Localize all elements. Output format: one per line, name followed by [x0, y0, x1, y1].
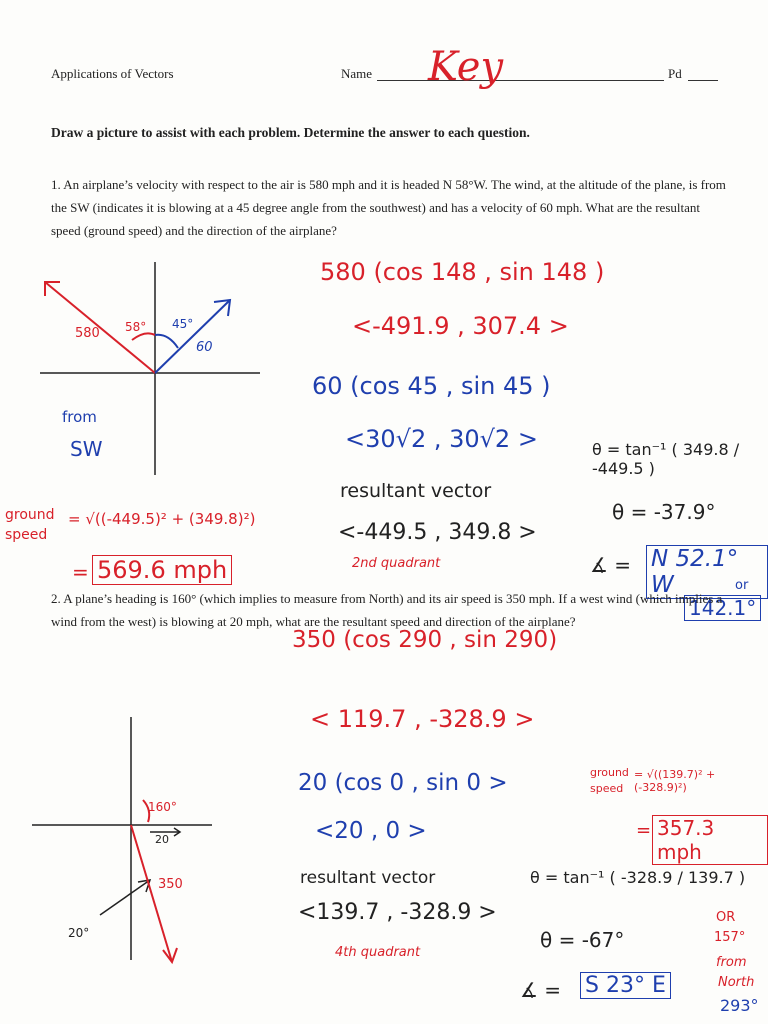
instructions: Draw a picture to assist with each problem. Determine the answer to each question.	[51, 125, 530, 140]
p2-alt-from: from	[716, 955, 747, 970]
p2-ground-eq: =	[636, 820, 652, 841]
p2-alt-value: 157°	[714, 930, 746, 945]
problem-1-text: 1. An airplane’s velocity with respect to the air is 580 mph and it is headed N 58°W. The wind, at the altitude of the plane, is from the SW (indicates it is blowing at a 45 degree angle from the southwest) and has a velocity of 60 mph. What are the resultant speed (ground speed) and the direction of the airplane?	[51, 177, 726, 238]
p1-work-line4: <30√2 , 30√2 >	[345, 425, 538, 453]
p2-work-line1: 350 (cos 290 , sin 290)	[292, 627, 558, 653]
p1-ground-formula: = √((-449.5)² + (349.8)²)	[68, 510, 256, 528]
p2-work-line3: 20 (cos 0 , sin 0 >	[298, 770, 508, 796]
p1-direction-answer: N 52.1° W	[646, 545, 768, 599]
p2-angle-160-label: 160°	[148, 800, 177, 814]
p1-work-line3: 60 (cos 45 , sin 45 )	[312, 372, 551, 400]
p2-resultant-vector: <139.7 , -328.9 >	[298, 900, 497, 925]
p1-ground-eq: =	[72, 560, 89, 584]
p2-alt-293: 293°	[720, 996, 759, 1015]
p2-quadrant-note: 4th quadrant	[335, 945, 421, 960]
p2-ground-answer: 357.3 mph	[652, 815, 768, 865]
p2-direction-answer: S 23° E	[580, 972, 671, 999]
p1-work-line1: 580 (cos 148 , sin 148 )	[320, 258, 605, 286]
p2-alt-north: North	[718, 975, 755, 990]
p2-angle-eq: ∡ =	[520, 978, 562, 1002]
p1-alt-direction: 142.1°	[684, 595, 761, 621]
p2-resultant-label: resultant vector	[300, 868, 436, 888]
sw-label: SW	[70, 437, 103, 461]
p1-resultant-vector: <-449.5 , 349.8 >	[338, 520, 537, 545]
from-label: from	[62, 408, 97, 426]
p2-work-line2: < 119.7 , -328.9 >	[310, 705, 535, 733]
p1-theta-value: θ = -37.9°	[612, 500, 716, 524]
angle-58-label: 58°	[125, 320, 147, 334]
p2-ground-formula: = √((139.7)² + (-328.9)²)	[634, 768, 716, 794]
p2-theta-value: θ = -67°	[540, 928, 625, 952]
p2-theta-formula: θ = tan⁻¹ ( -328.9 / 139.7 )	[530, 868, 746, 887]
pd-label: Pd	[668, 66, 682, 81]
angle-45-label: 45°	[172, 317, 194, 331]
name-value: Key	[428, 44, 504, 90]
p2-wind-20-label: 20	[155, 833, 169, 846]
p2-ground-speed-label: ground speed	[590, 766, 629, 795]
p1-ground-answer: 569.6 mph	[92, 555, 232, 585]
p1-or-label: or	[735, 578, 749, 593]
p1-quadrant-note: 2nd quadrant	[352, 556, 441, 571]
p2-vector-350-label: 350	[158, 877, 183, 892]
vector-580-label: 580	[75, 326, 100, 341]
p1-theta-formula: θ = tan⁻¹ ( 349.8 / -449.5 )	[592, 440, 740, 478]
worksheet-title: Applications of Vectors	[51, 66, 174, 81]
name-label: Name	[341, 66, 373, 81]
p2-work-line4: <20 , 0 >	[315, 818, 427, 844]
p1-resultant-label: resultant vector	[340, 480, 492, 502]
p2-or-label: OR	[716, 910, 736, 925]
p1-ground-speed-label: ground speed	[5, 507, 55, 543]
p2-angle-20-label: 20°	[68, 926, 90, 940]
p1-work-line2: <-491.9 , 307.4 >	[352, 312, 569, 340]
vector-60-label: 60	[196, 340, 213, 355]
p1-angle-eq: ∡ =	[590, 553, 632, 577]
problem-2-text: 2. A plane’s heading is 160° (which implies to measure from North) and its air speed is 350 mph. If a west wind (which implies a wind from the west) is blowing at 20 mph, what are the resultant speed and direction of the airplane?	[51, 591, 723, 629]
